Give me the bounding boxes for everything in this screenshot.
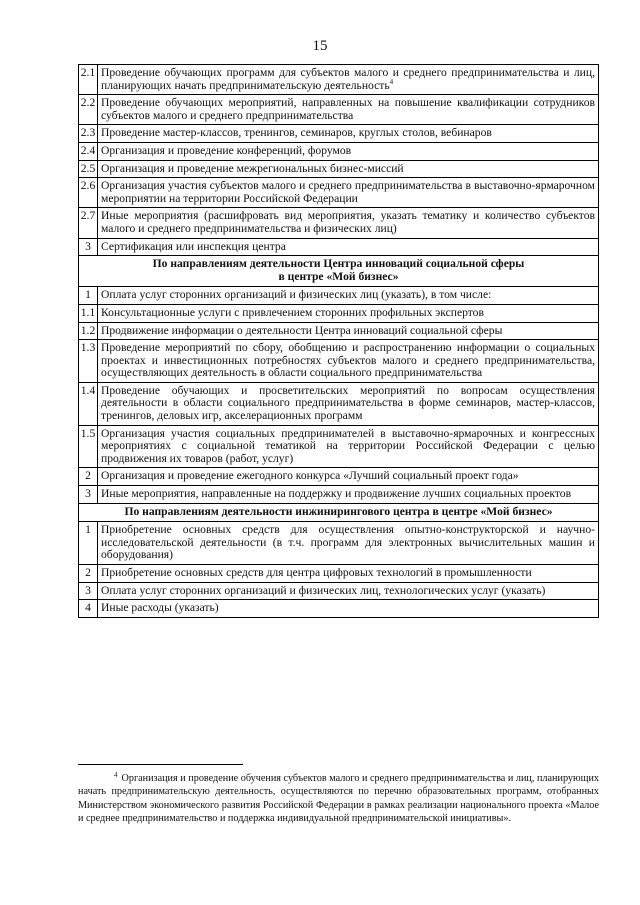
row-text: Организация участия субъектов малого и среднего предпринимательства в выставочно-ярмарочном мероприятии на территории Российской Федерации — [101, 179, 595, 205]
row-text: Проведение мастер-классов, тренингов, семинаров, круглых столов, вебинаров — [101, 126, 492, 140]
row-text-cell — [98, 208, 599, 238]
table-row — [79, 486, 599, 504]
table-row — [79, 208, 599, 238]
footnote-mark: 4 — [114, 770, 118, 779]
row-text-cell — [98, 340, 599, 383]
table-row — [79, 522, 599, 565]
row-text: Продвижение информации о деятельности Центра инноваций социальной сферы — [101, 323, 503, 337]
row-text-cell — [98, 582, 599, 600]
table-row — [79, 565, 599, 583]
row-text-cell — [98, 142, 599, 160]
table-row — [79, 65, 599, 95]
row-text: Иные расходы (указать) — [101, 601, 219, 615]
row-text-cell — [98, 382, 599, 425]
row-number: 3 — [79, 582, 98, 600]
row-text-cell — [98, 486, 599, 504]
section-header — [79, 503, 599, 522]
section-header-line: в центре «Мой бизнес» — [278, 269, 399, 283]
table-row — [79, 340, 599, 383]
footnote — [78, 772, 599, 826]
table-row — [79, 304, 599, 322]
row-number: 2.7 — [79, 208, 98, 238]
section-header-row — [79, 256, 599, 287]
row-text: Сертификация или инспекция центра — [101, 239, 286, 253]
row-text-cell — [98, 125, 599, 143]
row-text-cell — [98, 522, 599, 565]
row-number: 4 — [79, 600, 98, 618]
row-text: Проведение обучающих и просветительских мероприятий по вопросам осуществления деятельности в области социального предпринимательства в форме семинаров, мастер-классов, тренингов, деловых игр, акселерационных программ — [101, 383, 595, 423]
row-number: 2 — [79, 565, 98, 583]
row-text-cell — [98, 178, 599, 208]
table-row — [79, 582, 599, 600]
footnote-text: Организация и проведение обучения субъектов малого и среднего предпринимательства и лиц, планирующих начать предпринимательскую деятельность, осуществляются по перечню образовательных программ, отобранных Министерством экономического развития Российской Федерации в рамках реализации национального проекта «Малое и среднее предпринимательство и поддержка индивидуальной предпринимательской инициативы». — [78, 773, 599, 825]
table-row — [79, 125, 599, 143]
row-number: 1.5 — [79, 425, 98, 468]
row-text: Приобретение основных средств для осуществления опытно-конструкторской и научно-исследовательской деятельности (в т.ч. программ для электронных вычислительных машин и оборудования) — [101, 523, 595, 562]
row-text-cell — [98, 565, 599, 583]
table-row — [79, 468, 599, 486]
row-text: Приобретение основных средств для центра цифровых технологий в промышленности — [101, 566, 532, 579]
table-row — [79, 160, 599, 178]
row-text: Проведение обучающих программ для субъектов малого и среднего предпринимательства и лиц, планирующих начать предпринимательскую деятельность — [101, 66, 595, 92]
row-text-cell — [98, 160, 599, 178]
table-row — [79, 322, 599, 340]
row-text: Организация и проведение ежегодного конкурса «Лучший социальный проект года» — [101, 469, 519, 483]
table-row — [79, 600, 599, 618]
expense-table — [78, 64, 599, 618]
row-text-cell — [98, 468, 599, 486]
section-header-line: По направлениям деятельности Центра инноваций социальной сферы — [152, 257, 525, 271]
row-number: 1.2 — [79, 322, 98, 340]
row-text: Иные мероприятия, направленные на поддержку и продвижение лучших социальных проектов — [101, 487, 572, 501]
row-number: 1.1 — [79, 304, 98, 322]
row-number: 1.4 — [79, 382, 98, 425]
row-number: 3 — [79, 238, 98, 256]
row-text-cell — [98, 322, 599, 340]
row-text: Организация участия социальных предпринимателей в выставочно-ярмарочных и конгрессных мероприятиях с социальной тематикой на территории Российской Федерации с целью продвижения их товаров (работ, услуг) — [101, 426, 595, 465]
table-row — [79, 142, 599, 160]
table-row — [79, 382, 599, 425]
row-text: Организация и проведение межрегиональных бизнес-миссий — [101, 161, 404, 175]
row-text-cell — [98, 425, 599, 468]
row-number: 1 — [79, 287, 98, 305]
section-header-line: По направлениям деятельности инжинирингового центра в центре «Мой бизнес» — [124, 504, 553, 518]
row-text: Проведение мероприятий по сбору, обобщению и распространению информации о социальных проектах и инвестиционных потребностях субъектов малого и среднего предпринимательства, осуществляющих деятельность в области социального предпринимательства — [101, 341, 595, 380]
table-body — [79, 65, 599, 618]
row-text-cell — [98, 600, 599, 618]
row-text: Оплата услуг сторонних организаций и физических лиц, технологических услуг (указать) — [101, 583, 546, 597]
row-number: 1 — [79, 522, 98, 565]
row-number: 2.4 — [79, 142, 98, 160]
row-text: Оплата услуг сторонних организаций и физических лиц (указать), в том числе: — [101, 288, 492, 302]
row-number: 1.3 — [79, 340, 98, 383]
table-row — [79, 287, 599, 305]
table-row — [79, 178, 599, 208]
table-row — [79, 238, 599, 256]
section-header-row — [79, 503, 599, 522]
row-text: Организация и проведение конференций, форумов — [101, 143, 352, 157]
row-number: 2.6 — [79, 178, 98, 208]
row-text-cell — [98, 287, 599, 305]
page-number: 15 — [312, 38, 328, 54]
row-text-cell — [98, 65, 599, 95]
row-number: 2 — [79, 468, 98, 486]
row-number: 2.5 — [79, 160, 98, 178]
row-text: Консультационные услуги с привлечением сторонних профильных экспертов — [101, 305, 484, 319]
row-number: 3 — [79, 486, 98, 504]
table-row — [79, 95, 599, 125]
footnote-divider — [78, 764, 243, 765]
table-row — [79, 425, 599, 468]
row-text-cell — [98, 304, 599, 322]
row-text-cell — [98, 95, 599, 125]
row-number: 2.1 — [79, 65, 98, 95]
row-text-cell — [98, 238, 599, 256]
row-number: 2.3 — [79, 125, 98, 143]
row-text: Проведение обучающих мероприятий, направленных на повышение квалификации сотрудников субъектов малого и среднего предпринимательства — [101, 96, 595, 122]
row-number: 2.2 — [79, 95, 98, 125]
section-header — [79, 256, 599, 287]
row-text: Иные мероприятия (расшифровать вид мероприятия, указать тематику и количество субъектов малого и среднего предпринимательства и физических лиц) — [101, 209, 595, 235]
footnote-ref: 4 — [389, 77, 394, 86]
